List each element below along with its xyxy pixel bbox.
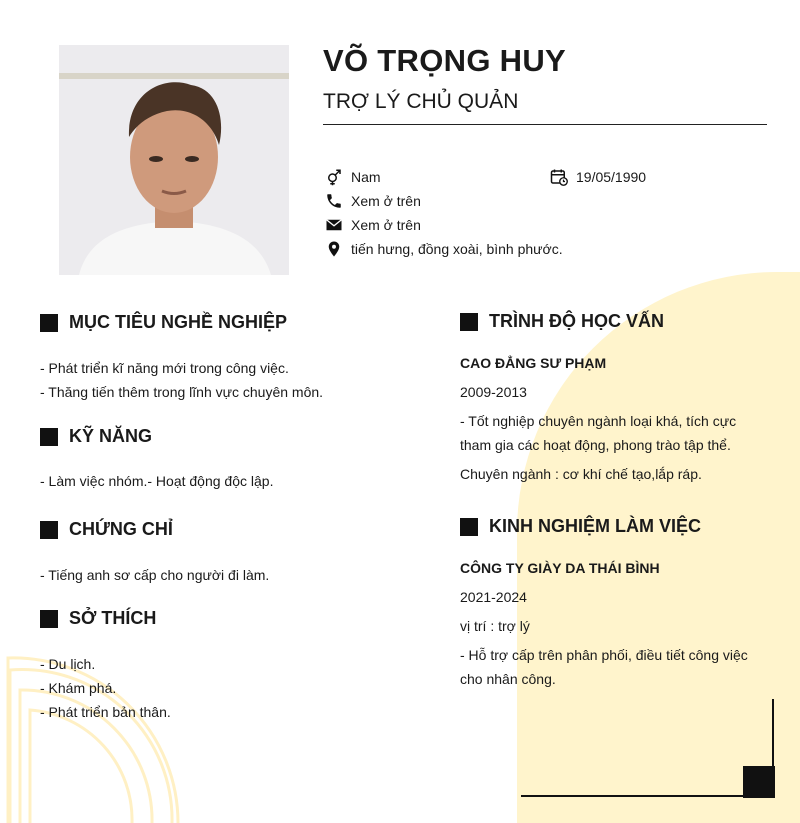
objective-line-1: - Phát triển kĩ năng mới trong công việc. (40, 360, 289, 376)
education-heading-text: TRÌNH ĐỘ HỌC VẤN (489, 311, 664, 331)
profile-photo (59, 45, 289, 275)
experience-heading (460, 516, 701, 537)
certificates-heading (40, 519, 173, 540)
hobbies-line-1: - Du lịch. (40, 656, 96, 672)
objective-line-2: - Thăng tiến thêm trong lĩnh vực chuyên môn. (40, 384, 324, 400)
info-phone (325, 192, 421, 210)
certificates-line-1: - Tiếng anh sơ cấp cho người đi làm. (40, 567, 270, 583)
heading-square-icon (460, 313, 478, 331)
phone-icon (325, 192, 343, 210)
skills-heading (40, 426, 152, 447)
info-address (325, 240, 563, 258)
info-birthday (550, 168, 646, 186)
info-gender (325, 168, 381, 186)
heading-square-icon (40, 314, 58, 332)
birthday-value: 19/05/1990 (576, 169, 647, 185)
education-school: CAO ĐẲNG SƯ PHẠM (460, 355, 607, 371)
objective-heading-text: MỤC TIÊU NGHỀ NGHIỆP (69, 312, 288, 332)
address-value: tiến hưng, đồng xoài, bình phước. (351, 241, 563, 257)
calendar-icon (550, 168, 568, 186)
phone-value: Xem ở trên (351, 193, 421, 209)
decorative-corner-line-horizontal (521, 795, 774, 797)
info-email (325, 216, 421, 234)
certificates-heading-text: CHỨNG CHỈ (69, 519, 173, 539)
heading-square-icon (40, 428, 58, 446)
education-desc-1: - Tốt nghiệp chuyên ngành loại khá, tích cực (460, 413, 737, 429)
heading-square-icon (40, 521, 58, 539)
hobbies-heading (40, 608, 156, 629)
heading-square-icon (460, 518, 478, 536)
email-value: Xem ở trên (351, 217, 421, 233)
gender-value: Nam (351, 169, 381, 185)
candidate-title: TRỢ LÝ CHỦ QUẢN (323, 90, 519, 113)
education-period: 2009-2013 (460, 384, 527, 400)
hobbies-line-3: - Phát triển bản thân. (40, 704, 171, 720)
education-desc-2: tham gia các hoạt động, phong trào tập thể. (460, 437, 731, 453)
heading-square-icon (40, 610, 58, 628)
email-icon (325, 216, 343, 234)
experience-heading-text: KINH NGHIỆM LÀM VIỆC (489, 516, 702, 536)
experience-position: vị trí : trợ lý (460, 618, 530, 634)
skills-line-1: - Làm việc nhóm.- Hoạt động độc lập. (40, 473, 274, 489)
location-pin-icon (325, 240, 343, 258)
experience-company: CÔNG TY GIÀY DA THÁI BÌNH (460, 560, 660, 576)
hobbies-heading-text: SỞ THÍCH (69, 608, 157, 628)
skills-heading-text: KỸ NĂNG (69, 426, 153, 446)
education-heading (460, 311, 664, 332)
gender-icon (325, 168, 343, 186)
hobbies-line-2: - Khám phá. (40, 680, 117, 696)
education-major: Chuyên ngành : cơ khí chế tạo,lắp ráp. (460, 466, 702, 482)
experience-desc-2: cho nhân công. (460, 671, 556, 687)
candidate-name: VÕ TRỌNG HUY (323, 43, 567, 78)
title-divider (323, 124, 767, 125)
experience-desc-1: - Hỗ trợ cấp trên phân phối, điều tiết công việc (460, 647, 748, 663)
objective-heading (40, 312, 287, 333)
decorative-corner-square (743, 766, 775, 798)
experience-period: 2021-2024 (460, 589, 527, 605)
